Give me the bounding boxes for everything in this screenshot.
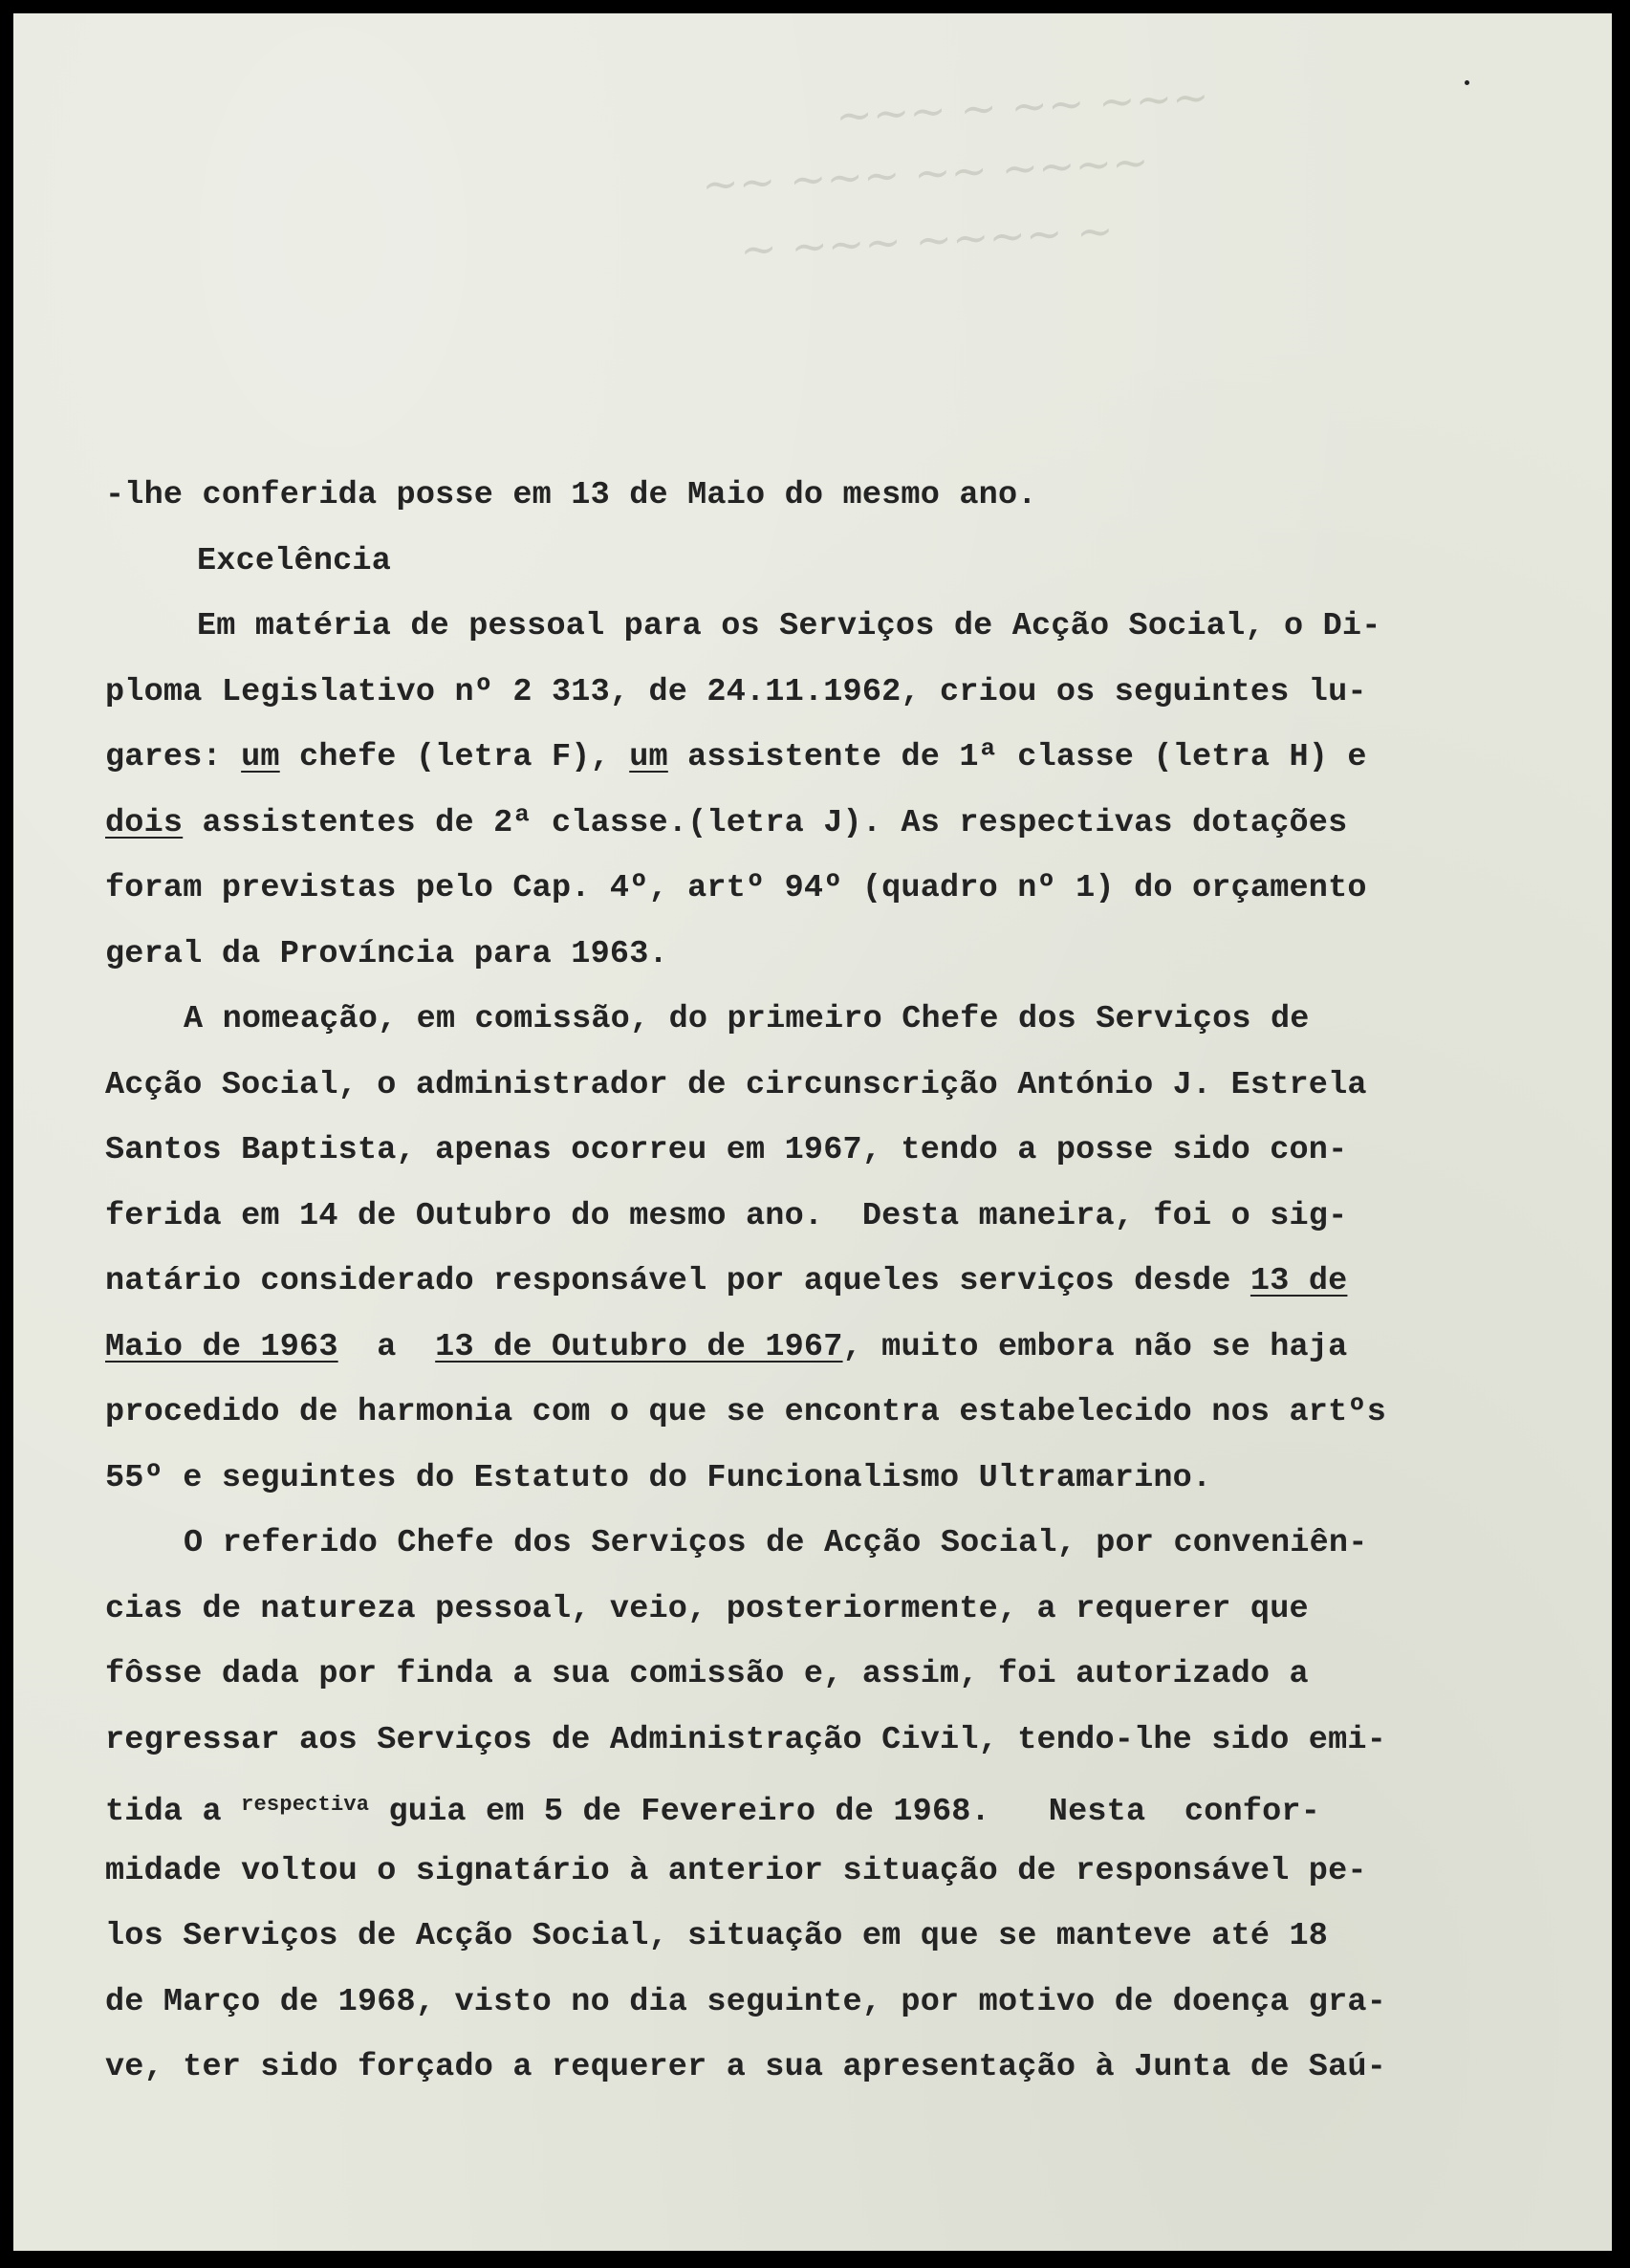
paragraph-start: Em matéria de pessoal para os Serviços de Acção Social, o Di-: [197, 608, 1381, 644]
text-line: [105, 791, 1424, 857]
text-line: [105, 1773, 1424, 1839]
ink-speck: [1465, 80, 1469, 85]
underlined-text: um: [629, 739, 668, 775]
text-line: los Serviços de Acção Social, situação em que se manteve até 18: [105, 1918, 1329, 1954]
text-line: cias de natureza pessoal, veio, posteriormente, a requerer que: [105, 1590, 1309, 1627]
underlined-text: Maio de 1963: [105, 1328, 338, 1365]
underlined-text: um: [241, 739, 280, 775]
text-line: [105, 725, 1424, 791]
salutation: Excelência: [197, 542, 392, 579]
text-line: geral da Província para 1963.: [105, 935, 668, 972]
paragraph-start: A nomeação, em comissão, do primeiro Chefe dos Serviços de: [184, 1001, 1310, 1037]
handwriting-bleed-mark: ~~ ~~~ ~~ ~~~~: [700, 135, 1150, 211]
handwriting-bleed-mark: ~~~ ~ ~~ ~~~: [834, 70, 1210, 142]
text-line: Acção Social, o administrador de circunscrição António J. Estrela: [105, 1066, 1367, 1103]
text-line: de Março de 1968, visto no dia seguinte, por motivo de doença gra-: [105, 1983, 1387, 2020]
text-line: ve, ter sido forçado a requerer a sua apresentação à Junta de Saú-: [105, 2049, 1387, 2085]
text-line: fôsse dada por finda a sua comissão e, assim, foi autorizado a: [105, 1656, 1309, 1692]
document-body: [105, 463, 1424, 2101]
text-line: ploma Legislativo nº 2 313, de 24.11.1962, criou os seguintes lu-: [105, 673, 1367, 710]
text-line: -lhe conferida posse em 13 de Maio do mesmo ano.: [105, 477, 1037, 513]
raised-text: respectiva: [241, 1793, 370, 1817]
text-span: natário considerado responsável por aqueles serviços desde: [105, 1263, 1250, 1299]
text-span: chefe (letra F),: [279, 739, 630, 775]
handwriting-bleed-mark: ~ ~~~ ~~~~ ~: [738, 204, 1115, 276]
text-line: procedido de harmonia com o que se encontra estabelecido nos artºs: [105, 1394, 1387, 1430]
text-line: 55º e seguintes do Estatuto do Funcionalismo Ultramarino.: [105, 1459, 1212, 1496]
text-span: assistente de 1ª classe (letra H) e: [667, 739, 1367, 775]
underlined-text: 13 de: [1250, 1263, 1348, 1299]
text-line: Santos Baptista, apenas ocorreu em 1967, tendo a posse sido con-: [105, 1132, 1348, 1168]
text-line: [105, 1315, 1424, 1381]
text-span: gares:: [105, 739, 242, 775]
document-page: [13, 13, 1612, 2251]
text-span: guia em 5 de Fevereiro de 1968. Nesta confor-: [369, 1794, 1321, 1830]
text-line: foram previstas pelo Cap. 4º, artº 94º (quadro nº 1) do orçamento: [105, 870, 1367, 906]
text-span: tida a: [105, 1794, 242, 1830]
text-span: , muito embora não se haja: [842, 1328, 1348, 1365]
text-line: [105, 1249, 1424, 1315]
text-line: ferida em 14 de Outubro do mesmo ano. Desta maneira, foi o sig-: [105, 1197, 1348, 1234]
text-span: assistentes de 2ª classe.(letra J). As respectivas dotações: [183, 804, 1348, 841]
text-line: regressar aos Serviços de Administração Civil, tendo-lhe sido emi-: [105, 1721, 1387, 1758]
paragraph-start: O referido Chefe dos Serviços de Acção Social, por conveniên-: [184, 1525, 1368, 1561]
text-line: midade voltou o signatário à anterior situação de responsável pe-: [105, 1852, 1367, 1889]
text-span: a: [337, 1328, 436, 1365]
underlined-text: dois: [105, 804, 184, 841]
underlined-text: 13 de Outubro de 1967: [435, 1328, 843, 1365]
